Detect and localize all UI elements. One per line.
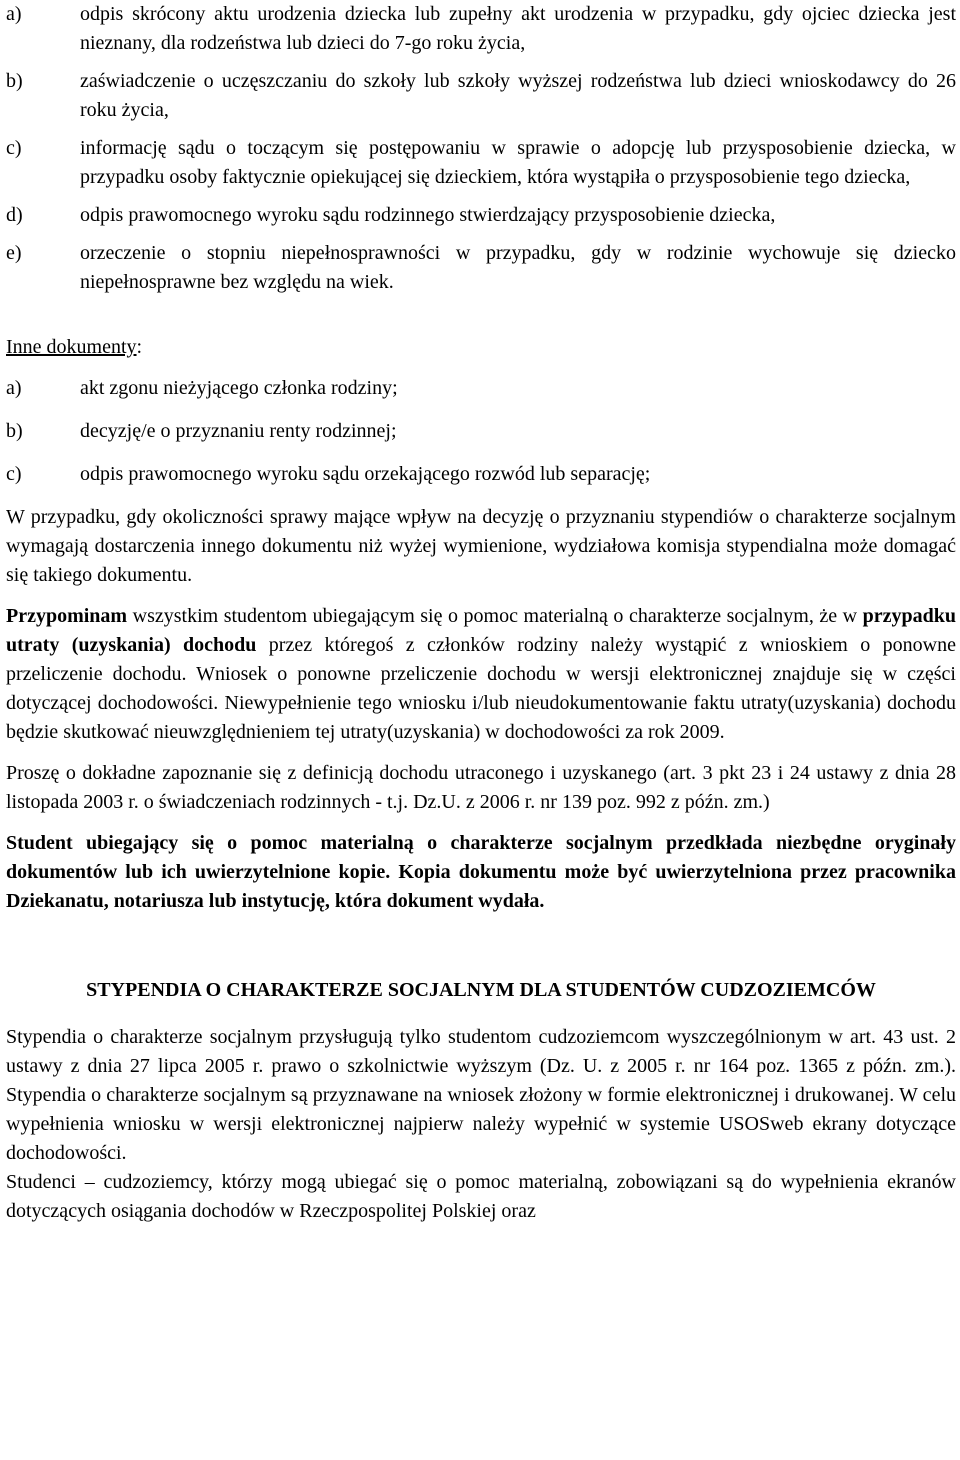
list-item: [6, 239, 956, 297]
originals-paragraph: Student ubiegający się o pomoc materialną o charakterze socjalnym przedkłada niezbędne oryginały dokumentów lub ich uwierzytelnione kopie. Kopia dokumentu może być uwierzytelniona przez pracownika Dziekanatu, notariusza lub instytucję, która dokument wydała.: [6, 832, 956, 912]
heading-text: Inne dokumenty: [6, 336, 137, 358]
list-item-text: odpis skrócony aktu urodzenia dziecka lub zupełny akt urodzenia w przypadku, gdy ojciec dziecka jest nieznany, dla rodzeństwa lub dzieci do 7-go roku życia,: [80, 3, 956, 54]
foreign-students-paragraph: Stypendia o charakterze socjalnym przysługują tylko studentom cudzoziemcom wyszczególnionym w art. 43 ust. 2 ustawy z dnia 27 lipca 2005 r. prawo o szkolnictwie wyższym (Dz. U. z 2005 r. nr 164 poz. 1365 z późn. zm.). Stypendia o charakterze socjalnym są przyznawane na wniosek złożony w formie elektronicznej i drukowanej. W celu wypełnienia wniosku w wersji elektronicznej najpierw należy wypełnić w systemie USOSweb ekrany dotyczące dochodowości.: [6, 1026, 956, 1164]
list-item-label: b): [6, 420, 23, 442]
list-item-text: odpis prawomocnego wyroku sądu rodzinnego stwierdzający przysposobienie dziecka,: [80, 204, 776, 226]
foreign-students-paragraph-2: Studenci – cudzoziemcy, którzy mogą ubiegać się o pomoc materialną, zobowiązani są do wypełnienia ekranów dotyczących osiągania dochodów w Rzeczpospolitej Polskiej oraz: [6, 1171, 956, 1222]
required-documents-list: [6, 0, 956, 297]
list-item-text: akt zgonu nieżyjącego członka rodziny;: [80, 377, 398, 399]
other-document-paragraph: W przypadku, gdy okoliczności sprawy mające wpływ na decyzję o przyznaniu stypendiów o charakterze socjalnym wymagają dostarczenia innego dokumentu niż wyżej wymienione, wydziałowa komisja stypendialna może domagać się takiego dokumentu.: [6, 506, 956, 586]
other-documents-list: [6, 374, 956, 489]
other-documents-heading: [6, 333, 956, 362]
list-item-text: informację sądu o toczącym się postępowaniu w sprawie o adopcję lub przysposobienie dziecka, w przypadku osoby faktycznie opiekującej się dzieckiem, która wystąpiła o przysposobienie tego dziecka,: [80, 137, 956, 188]
list-item-text: zaświadczenie o uczęszczaniu do szkoły lub szkoły wyższej rodzeństwa lub dzieci wnioskodawcy do 26 roku życia,: [80, 70, 956, 121]
list-item-label: d): [6, 204, 23, 226]
list-item: [6, 417, 956, 446]
reminder-paragraph: [6, 602, 956, 747]
section-title: STYPENDIA O CHARAKTERZE SOCJALNYM DLA STUDENTÓW CUDZOZIEMCÓW: [86, 979, 876, 1001]
reminder-lead: Przypominam: [6, 605, 128, 627]
list-item: [6, 460, 956, 489]
list-item-label: a): [6, 377, 22, 399]
list-item: [6, 0, 956, 58]
list-item-label: c): [6, 137, 22, 159]
reminder-emphasis: przypadku utraty (uzyskania) dochodu: [6, 605, 956, 656]
list-item-text: decyzję/e o przyznaniu renty rodzinnej;: [80, 420, 397, 442]
list-item-text: orzeczenie o stopniu niepełnosprawności w przypadku, gdy w rodzinie wychowuje się dziecko niepełnosprawne bez względu na wiek.: [80, 242, 956, 293]
list-item-label: a): [6, 3, 22, 25]
definition-paragraph: Proszę o dokładne zapoznanie się z definicją dochodu utraconego i uzyskanego (art. 3 pkt 23 i 24 ustawy z dnia 28 listopada 2003 r. o świadczeniach rodzinnych - t.j. Dz.U. z 2006 r. nr 139 poz. 992 z późn. zm.): [6, 762, 956, 813]
list-item: [6, 201, 956, 230]
reminder-text-1: wszystkim studentom ubiegającym się o pomoc materialną o charakterze socjalnym, że w: [127, 605, 863, 627]
list-item-label: c): [6, 463, 22, 485]
list-item: [6, 374, 956, 403]
list-item: [6, 134, 956, 192]
list-item-label: e): [6, 242, 22, 264]
document-page: [6, 0, 956, 1226]
list-item-label: b): [6, 70, 23, 92]
heading-colon: :: [136, 336, 143, 358]
reminder-text-2: przez któregoś z członków rodziny należy wystąpić z wnioskiem o ponowne przeliczenie dochodu. Wniosek o ponowne przeliczenie dochodu w wersji elektronicznej znajduje się w części dotyczącej dochodowości. Niewypełnienie tego wniosku i/lub nieudokumentowanie faktu utraty(uzyskania) dochodu będzie skutkować nieuwzględnieniem tej utraty(uzyskania) w dochodowości za rok 2009.: [6, 634, 956, 743]
list-item: [6, 67, 956, 125]
list-item-text: odpis prawomocnego wyroku sądu orzekającego rozwód lub separację;: [80, 463, 651, 485]
